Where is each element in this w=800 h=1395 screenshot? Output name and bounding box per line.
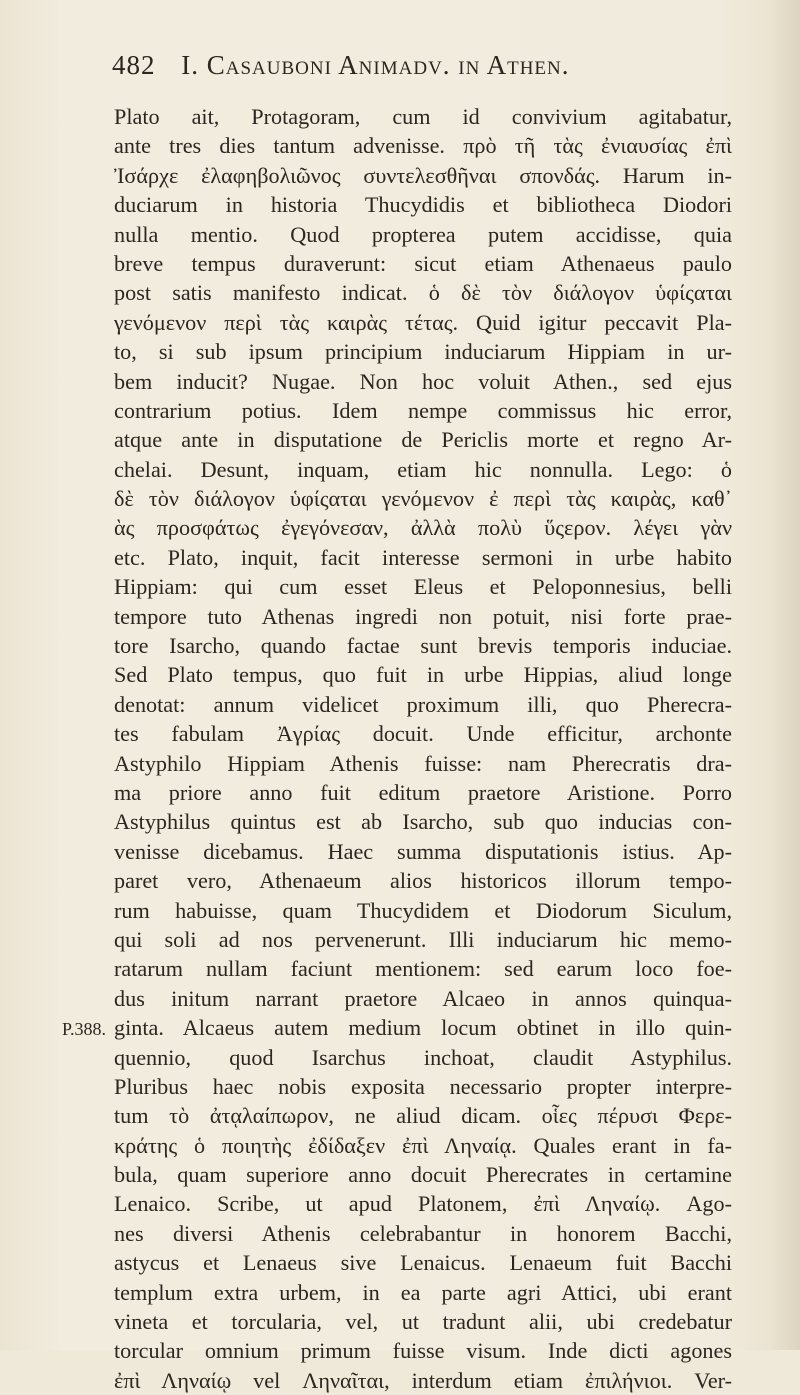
text-line: chelai. Desunt, inquam, etiam hic nonnulla. Lego: ὁ <box>114 456 732 482</box>
text-line: Astyphilus quintus est ab Isarcho, sub quo inducias con- <box>114 809 732 835</box>
text-line: Pluribus haec nobis exposita necessario propter interpre- <box>114 1073 732 1099</box>
text-line: Ἰσάρχε ἐλαφηβολιῶνος συντελεσθῆναι σπονδάς. Harum in- <box>114 162 732 188</box>
running-title: I. Casauboni Animadv. in Athen. <box>181 50 570 80</box>
text-line: post satis manifesto indicat. ὁ δὲ τὸν διάλογον ὑφίςαται <box>114 280 732 306</box>
text-line: tore Isarcho, quando factae sunt brevis temporis induciae. <box>114 633 732 659</box>
text-line: ma priore anno fuit editum praetore Aristione. Porro <box>114 779 732 805</box>
text-line: dus initum narrant praetore Alcaeo in annos quinqua- <box>114 985 732 1011</box>
text-line: nes diversi Athenis celebrabantur in honorem Bacchi, <box>114 1220 732 1246</box>
body-text <box>114 102 732 1395</box>
text-line: δὲ τὸν διάλογον ὑφίςαται γενόμενον ἐ περὶ τὰς καιρὰς, καθ᾽ <box>114 486 732 512</box>
text-line: tes fabulam Ἀγρίας docuit. Unde efficitur, archonte <box>114 721 732 747</box>
text-line: Astyphilo Hippiam Athenis fuisse: nam Pherecratis dra- <box>114 750 732 776</box>
text-line: atque ante in disputatione de Periclis morte et regno Ar- <box>114 427 732 453</box>
text-line: ἐπὶ Ληναίῳ vel Ληναῖται, interdum etiam ἐπιλήνιοι. Ver- <box>114 1367 732 1393</box>
text-line: bula, quam superiore anno docuit Pherecrates in certamine <box>114 1162 732 1188</box>
text-line: breve tempus duraverunt: sicut etiam Athenaeus paulo <box>114 250 732 276</box>
text-line: contrarium potius. Idem nempe commissus hic error, <box>114 397 732 423</box>
text-line: denotat: annum videlicet proximum illi, quo Pherecra- <box>114 691 732 717</box>
text-line: astycus et Lenaeus sive Lenaicus. Lenaeum fuit Bacchi <box>114 1250 732 1276</box>
page-edge-shadow <box>770 0 800 1350</box>
text-line: ratarum nullam faciunt mentionem: sed earum loco foe- <box>114 956 732 982</box>
text-line: tempore tuto Athenas ingredi non potuit, nisi forte prae- <box>114 603 732 629</box>
text-line: paret vero, Athenaeum alios historicos illorum tempo- <box>114 868 732 894</box>
text-line: Hippiam: qui cum esset Eleus et Peloponnesius, belli <box>114 574 732 600</box>
text-line: tum τὸ ἀτᾳλαίπωρον, ne aliud dicam. οἷες πέρυσι Φερε- <box>114 1103 732 1129</box>
text-line: rum habuisse, quam Thucydidem et Diodorum Siculum, <box>114 897 732 923</box>
text-line: quennio, quod Isarchus inchoat, claudit Astyphilus. <box>114 1044 732 1070</box>
text-line: Plato ait, Protagoram, cum id convivium agitabatur, <box>114 104 732 129</box>
text-line: ὰς προσφάτως ἐγεγόνεσαν, ἀλλὰ πολὺ ὕςερον. λέγει γὰν <box>114 515 732 541</box>
text-line: venisse dicebamus. Haec summa disputationis istius. Ap- <box>114 838 732 864</box>
text-line: κράτης ὁ ποιητὴς ἐδίδαξεν ἐπὶ Ληναίᾳ. Quales erant in fa- <box>114 1132 732 1158</box>
text-line: etc. Plato, inquit, facit interesse sermoni in urbe habito <box>114 544 732 570</box>
text-line: bem inducit? Nugae. Non hoc voluit Athen., sed ejus <box>114 368 732 394</box>
text-line: qui soli ad nos pervenerunt. Illi induciarum hic memo- <box>114 926 732 952</box>
text-line: ginta. Alcaeus autem medium locum obtinet in illo quin- <box>114 1015 732 1041</box>
text-line: Sed Plato tempus, quo fuit in urbe Hippias, aliud longe <box>114 662 732 688</box>
page-number: 482 <box>112 50 156 80</box>
text-line: ante tres dies tantum advenisse. πρὸ τῆ τὰς ἐνιαυσίας ἐπὶ <box>114 133 732 159</box>
text-line: Lenaico. Scribe, ut apud Platonem, ἐπὶ Ληναίῳ. Ago- <box>114 1191 732 1217</box>
text-line: torcular omnium primum fuisse visum. Inde dicti agones <box>114 1338 732 1364</box>
margin-page-reference: P.388. <box>62 1019 107 1039</box>
text-line: nulla mentio. Quod propterea putem accidisse, quia <box>114 221 732 247</box>
text-line: γενόμενον περὶ τὰς καιρὰς τέτας. Quid igitur peccavit Pla- <box>114 309 732 335</box>
text-line: templum extra urbem, in ea parte agri Attici, ubi erant <box>114 1279 732 1305</box>
text-line: vineta et torcularia, vel, ut tradunt alii, ubi credebatur <box>114 1309 732 1335</box>
page-header <box>112 50 752 90</box>
text-line: duciarum in historia Thucydidis et bibliotheca Diodori <box>114 192 732 218</box>
text-line: to, si sub ipsum principium induciarum Hippiam in ur- <box>114 339 732 365</box>
